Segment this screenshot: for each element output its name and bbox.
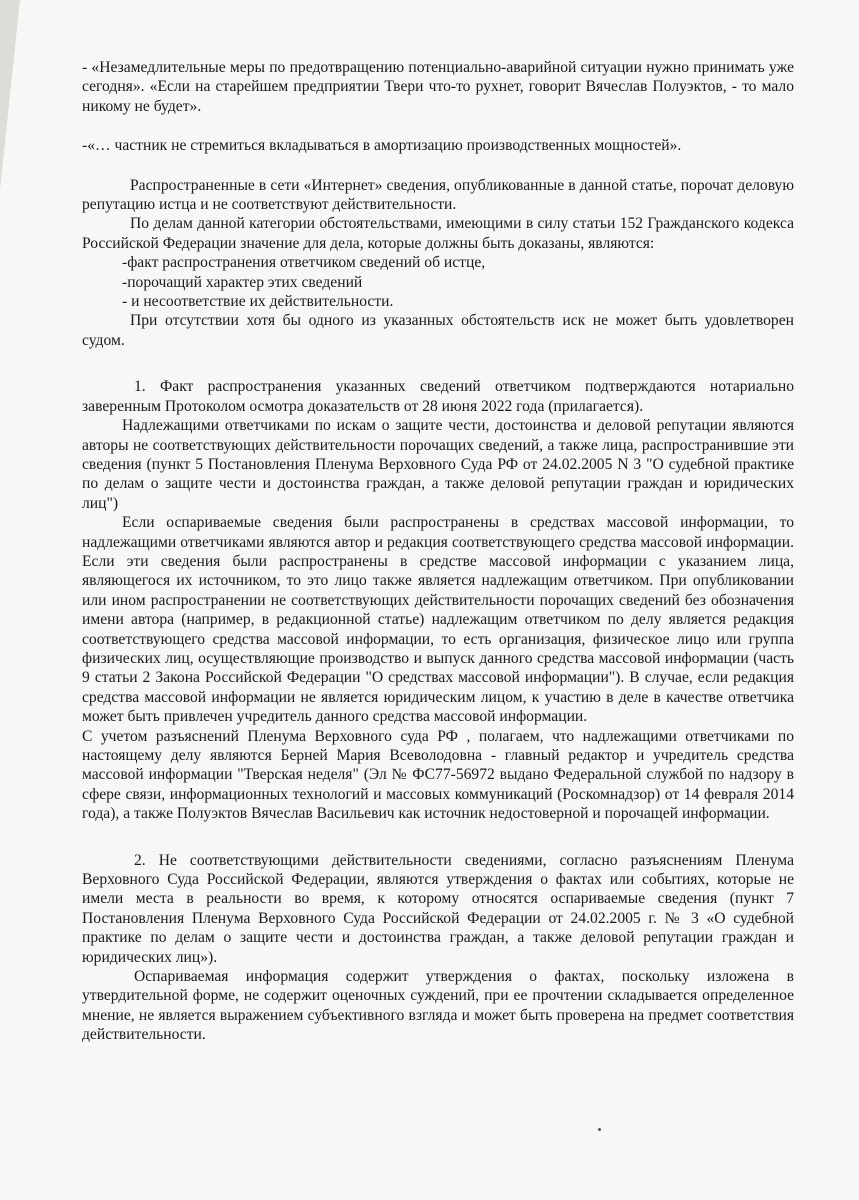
paragraph-defamation: Распространенные в сети «Интернет» сведения, опубликованные в данной статье, порочат деловую репутацию истца и не соответствуют действительности.	[82, 176, 794, 214]
spacer	[82, 824, 794, 851]
list-item: - и несоответствие их действительности.	[122, 293, 394, 311]
section1-defendants: Надлежащими ответчиками по искам о защите чести, достоинства и деловой репутации являются авторы не соответствующих действительности порочащих сведений, а также лица, распространившие эти сведения (пункт 5 Постановления Пленума Верховного Суда РФ от 24.02.2005 N 3 "О судебной практике по делам о защите чести и достоинства граждан, а также деловой репутации граждан и юридических лиц")	[82, 417, 794, 512]
section1-media: Если оспариваемые сведения были распространены в средствах массовой информации, то надлежащими ответчиками являются автор и редакция соответствующего средства массовой информации. Если эти сведения были распространены в средстве массовой информации с указанием лица, являющегося их источником, то это лицо также является надлежащим ответчиком. При опубликовании или ином распространении не соответствующих действительности порочащих сведений без обозначения имени автора (например, в редакционной статье) надлежащим ответчиком по делу является редакция соответствующего средства массовой информации, то есть организация, физическое лицо или группа физических лиц, осуществляющие производство и выпуск данного средства массовой информации (часть 9 статьи 2 Закона Российской Федерации "О средствах массовой информации"). В случае, если редакция средства массовой информации не является юридическим лицом, к участию в деле в качестве ответчика может быть привлечен учредитель данного средства массовой информации.	[82, 514, 794, 726]
paragraph-absence: При отсутствии хотя бы одного из указанных обстоятельств иск не может быть удовлетворен судом.	[82, 312, 794, 349]
spacer	[82, 156, 794, 176]
page-corner-shadow	[0, 0, 20, 190]
spacer	[82, 116, 794, 136]
quote-paragraph-2: -«… частник не стремиться вкладываться в амортизацию производственных мощностей».	[82, 137, 682, 155]
paragraph-categories: По делам данной категории обстоятельствами, имеющими в силу статьи 152 Гражданского кодекса Российской Федерации значение для дела, которые должны быть доказаны, являются:	[82, 215, 794, 252]
scan-speck	[598, 1128, 601, 1131]
document-page	[82, 58, 794, 1045]
section2-intro: 2. Не соответствующими действительности сведениями, согласно разъяснениям Пленума Верховного Суда Российской Федерации, являются утверждения о фактах или событиях, которые не имели места в реальности во время, к которому относятся оспариваемые сведения (пункт 7 Постановления Пленума Верховного Суда Российской Федерации от 24.02.2005 г. № 3 «О судебной практике по делам о защите чести и достоинства граждан, а также деловой репутации граждан и юридических лиц»).	[82, 851, 794, 966]
section2-statement: Оспариваемая информация содержит утверждения о фактах, поскольку изложена в утвердительной форме, не содержит оценочных суждений, при ее прочтении складывается определенное мнение, не является выражением субъективного взгляда и может быть проверена на предмет соответствия действительности.	[82, 968, 794, 1044]
list-item: -порочащий характер этих сведений	[122, 273, 363, 291]
quote-paragraph-1: - «Незамедлительные меры по предотвращению потенциально-аварийной ситуации нужно принимать уже сегодня». «Если на старейшем предприятии Твери что-то рухнет, говорит Вячеслав Полуэктов, - то мало никому не будет».	[82, 59, 794, 115]
section1-intro: 1. Факт распространения указанных сведений ответчиком подтверждаются нотариально заверенным Протоколом осмотра доказательств от 28 июня 2022 года (прилагается).	[82, 378, 794, 415]
list-item: -факт распространения ответчиком сведений об истце,	[122, 254, 486, 272]
spacer	[82, 350, 794, 377]
section1-conclusion: С учетом разъяснений Пленума Верховного суда РФ , полагаем, что надлежащими ответчиками по настоящему делу являются Берней Мария Всеволодовна - главный редактор и учредитель средства массовой информации "Тверская неделя" (Эл № ФС77-56972 выдано Федеральной службой по надзору в сфере связи, информационных технологий и массовых коммуникаций (Роскомнадзор) от 14 февраля 2014 года), а также Полуэктов Вячеслав Васильевич как источник недостоверной и порочащей информации.	[82, 727, 794, 823]
